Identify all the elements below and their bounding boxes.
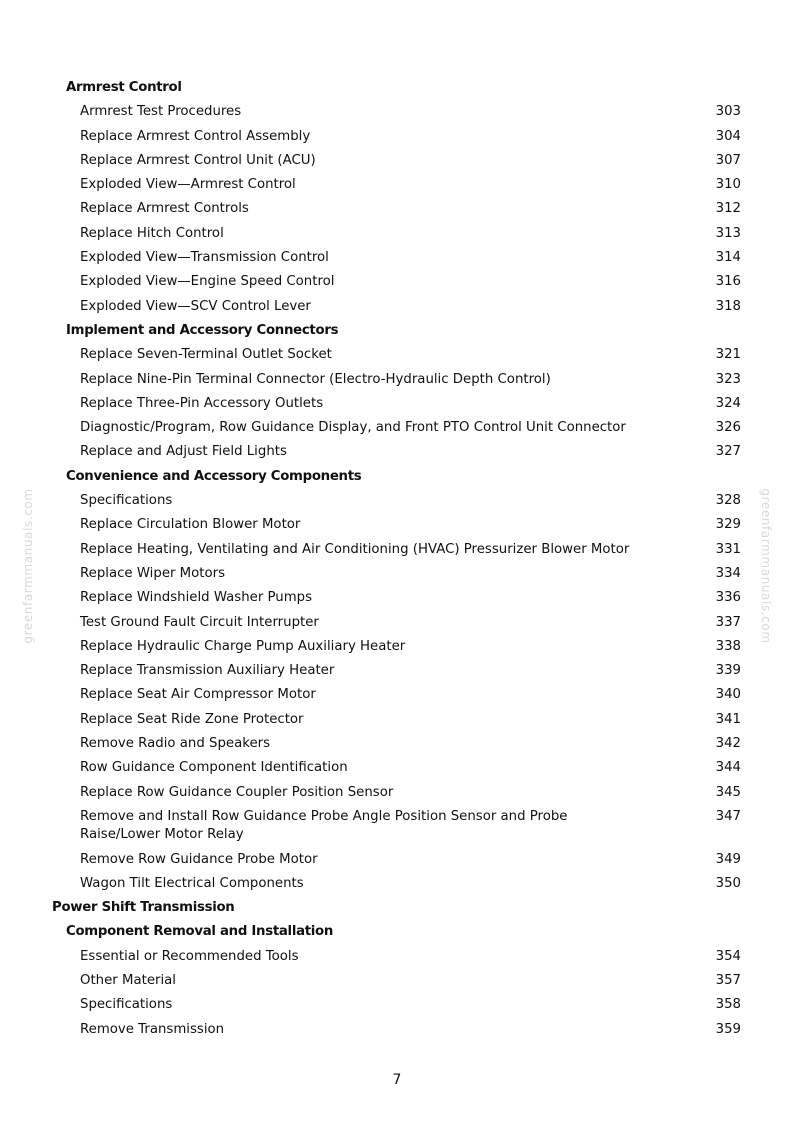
toc-entry-page: 338: [715, 638, 741, 654]
toc-entry-page: 316: [715, 274, 741, 290]
toc-entry-page: 341: [715, 711, 741, 727]
toc-entry-page: 321: [715, 347, 741, 363]
toc-entry-title: Remove Transmission: [80, 1021, 225, 1037]
toc-entry-title: Replace Seat Ride Zone Protector: [80, 711, 304, 727]
toc-entry-title: Test Ground Fault Circuit Interrupter: [80, 614, 319, 630]
toc-entry-page: 339: [715, 663, 741, 679]
toc-entry: [0, 343, 794, 367]
toc-section-heading: [0, 465, 794, 489]
toc-entry-title: Replace Seat Air Compressor Motor: [80, 687, 316, 703]
toc-entry-title: Replace Circulation Blower Motor: [80, 517, 301, 533]
toc-entry-page: 312: [715, 201, 741, 217]
toc-entry-page: 334: [715, 565, 741, 581]
toc-section-heading: [0, 319, 794, 343]
toc-entry-title: Exploded View—Engine Speed Control: [80, 274, 335, 290]
toc-entry: [0, 295, 794, 319]
toc-section-heading: [0, 896, 794, 920]
toc-entry-title: Diagnostic/Program, Row Guidance Display, and Front PTO Control Unit Connector: [80, 420, 626, 436]
toc-entry-title: Armrest Control: [66, 80, 182, 95]
toc-entry: [0, 100, 794, 124]
toc-entry: [0, 848, 794, 872]
toc-entry-page: 342: [715, 736, 741, 752]
toc-entry-page: 314: [715, 250, 741, 266]
toc-entry: [0, 756, 794, 780]
toc-entry-page: 340: [715, 687, 741, 703]
toc-entry-page: 336: [715, 590, 741, 606]
toc-entry-title: Remove Row Guidance Probe Motor: [80, 851, 318, 867]
toc-entry-page: 350: [715, 875, 741, 891]
toc-entry-title: Other Material: [80, 972, 176, 988]
toc-entry: [0, 173, 794, 197]
toc-entry: [0, 732, 794, 756]
toc-entry-title: Replace Armrest Control Unit (ACU): [80, 152, 316, 168]
toc-entry-title: Replace Three-Pin Accessory Outlets: [80, 395, 324, 411]
toc-entry-page: 324: [715, 395, 741, 411]
watermark-right: greenfarmmanuals.com: [759, 488, 773, 644]
toc-entry-title: Replace Armrest Control Assembly: [80, 128, 311, 144]
toc-entry: [0, 368, 794, 392]
toc-entry: [0, 805, 794, 848]
toc-entry-page: 323: [715, 371, 741, 387]
toc-entry-title: Row Guidance Component Identification: [80, 760, 348, 776]
toc-entry-title: Power Shift Transmission: [52, 900, 235, 916]
toc-entry-page: 345: [715, 784, 741, 800]
toc-entry: [0, 416, 794, 440]
toc-entry: [0, 969, 794, 993]
toc-entry-page: 310: [715, 177, 741, 193]
toc-entry-page: 318: [715, 298, 741, 314]
toc-entry-page: 349: [715, 851, 741, 867]
toc-entry-title: Replace and Adjust Field Lights: [80, 444, 287, 460]
toc-entry: [0, 586, 794, 610]
toc-entry-page: 358: [715, 997, 741, 1013]
toc-entry-page: 303: [715, 104, 741, 120]
toc-entry-title: Implement and Accessory Connectors: [66, 322, 339, 338]
toc-entry-page: 357: [715, 972, 741, 988]
toc-entry: [0, 246, 794, 270]
toc-entry-title: Component Removal and Installation: [66, 924, 334, 940]
toc-entry-title: Essential or Recommended Tools: [80, 948, 299, 964]
toc-entry-page: 313: [715, 225, 741, 241]
toc-entry: [0, 270, 794, 294]
toc-entry-title: Specifications: [80, 997, 173, 1013]
toc-entry: [0, 708, 794, 732]
toc-entry-page: 344: [715, 760, 741, 776]
watermark-left: greenfarmmanuals.com: [21, 488, 35, 644]
toc-entry: [0, 149, 794, 173]
toc-entry-title: Replace Windshield Washer Pumps: [80, 590, 313, 606]
toc-entry-page: 354: [715, 948, 741, 964]
toc-entry: [0, 222, 794, 246]
toc-entry: [0, 683, 794, 707]
toc-entry-title: Remove Radio and Speakers: [80, 736, 271, 752]
toc-entry-title: Exploded View—SCV Control Lever: [80, 298, 311, 314]
toc-entry: [0, 489, 794, 513]
toc-entry-page: 326: [715, 420, 741, 436]
toc-entry-title: Convenience and Accessory Components: [66, 468, 362, 484]
toc-entry: [0, 562, 794, 586]
toc-entry-title: Armrest Test Procedures: [80, 104, 242, 120]
toc-entry-title: Exploded View—Armrest Control: [80, 177, 296, 193]
toc-entry-page: 359: [715, 1021, 741, 1037]
toc-entry: [0, 611, 794, 635]
toc-entry-title: Exploded View—Transmission Control: [80, 250, 329, 266]
toc-entry: [0, 125, 794, 149]
toc-entry: [0, 197, 794, 221]
toc-section-heading: [0, 920, 794, 944]
table-of-contents: [0, 76, 794, 1042]
toc-entry-title: Replace Row Guidance Coupler Position Sensor: [80, 784, 394, 800]
toc-entry-page: 328: [715, 493, 741, 509]
toc-entry: [0, 781, 794, 805]
toc-entry-page: 307: [715, 152, 741, 168]
toc-entry-title: Replace Hydraulic Charge Pump Auxiliary Heater: [80, 638, 406, 654]
toc-entry-page: 327: [715, 444, 741, 460]
toc-entry-title: Replace Heating, Ventilating and Air Conditioning (HVAC) Pressurizer Blower Motor: [80, 541, 630, 557]
toc-entry-page: 304: [715, 128, 741, 144]
toc-entry: [0, 513, 794, 537]
toc-entry-page: 337: [715, 614, 741, 630]
toc-entry-title: Replace Hitch Control: [80, 225, 224, 241]
toc-entry: [0, 945, 794, 969]
toc-entry-page: 329: [715, 517, 741, 533]
toc-entry: [0, 440, 794, 464]
page-number: 7: [392, 1072, 402, 1088]
toc-entry: [0, 993, 794, 1017]
toc-entry: [0, 659, 794, 683]
toc-entry-page: 331: [715, 541, 741, 557]
toc-entry-title: Remove and Install Row Guidance Probe Angle Position Sensor and Probe Raise/Lower Motor Relay: [80, 808, 568, 843]
toc-entry-title: Replace Seven-Terminal Outlet Socket: [80, 347, 332, 363]
toc-entry: [0, 872, 794, 896]
toc-entry: [0, 538, 794, 562]
toc-entry-title: Replace Armrest Controls: [80, 201, 249, 217]
toc-entry-title: Specifications: [80, 493, 173, 509]
toc-entry-title: Replace Wiper Motors: [80, 565, 226, 581]
toc-entry: [0, 1018, 794, 1042]
toc-entry-title: Replace Transmission Auxiliary Heater: [80, 663, 335, 679]
toc-section-heading: [0, 76, 794, 100]
toc-entry: [0, 392, 794, 416]
toc-entry-title: Wagon Tilt Electrical Components: [80, 875, 304, 891]
toc-entry-title: Replace Nine-Pin Terminal Connector (Electro-Hydraulic Depth Control): [80, 371, 551, 387]
toc-entry: [0, 635, 794, 659]
toc-entry-page: 347: [715, 808, 741, 824]
